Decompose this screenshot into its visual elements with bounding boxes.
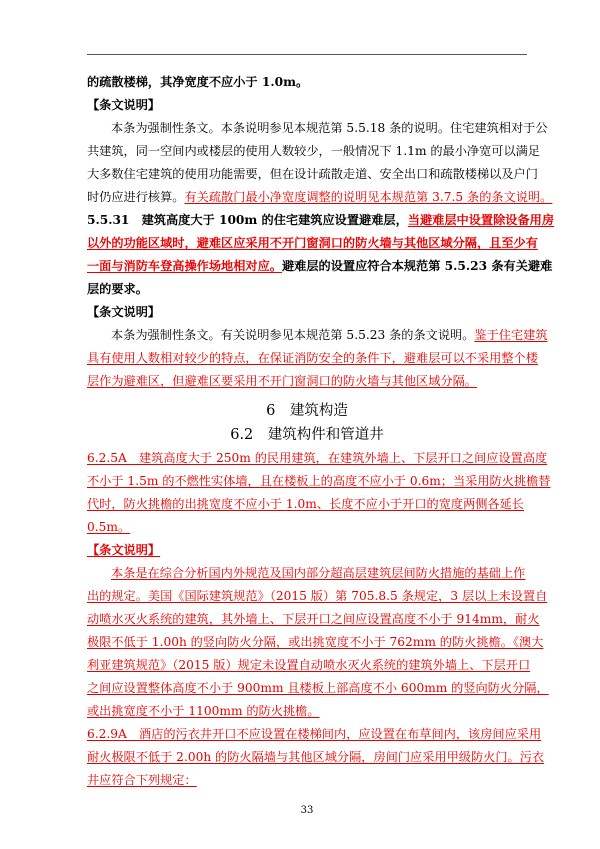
revised-text-line: 具有使用人数相对较少的特点，在保证消防安全的条件下，避难层可以不采用整个楼 [87, 351, 538, 365]
text-line: 大多数住宅建筑的使用功能需要，但在设计疏散走道、安全出口和疏散楼梯以及户门 [87, 167, 538, 181]
text-line: 本条为强制性条文。本条说明参见本规范第 5.5.18 条的说明。住宅建筑相对于公 [111, 121, 548, 135]
revised-text-line: 代时，防火挑檐的出挑宽度不应小于 1.0m、长度不应小于开口的宽度两侧各延长 [87, 497, 524, 511]
revised-text-line: 以外的功能区域时，避难区应采用不开门窗洞口的防火墙与其他区域分隔，且至少有 [87, 236, 538, 250]
section-label: 【条文说明】 [87, 98, 161, 112]
revised-text-line: 不小于 1.5m 的不燃性实体墙，且在楼板上的高度不应小于 0.6m；当采用防火挑檐替 [87, 474, 551, 488]
revised-text-line: 或出挑宽度不小于 1100mm 的防火挑檐。 [87, 704, 320, 718]
revised-text-line: 动喷水灭火系统的建筑，其外墙上、下层开口之间应设置高度不小于 914mm，耐火 [87, 612, 540, 626]
revised-text-line: 井应符合下列规定： [87, 773, 197, 787]
text-line: 的疏散楼梯，其净宽度不应小于 1.0m。 [87, 75, 309, 89]
revised-text-line: 0.5m。 [87, 520, 131, 534]
revised-text-span: 有关疏散门最小净宽度调整的说明见本规范第 3.7.5 条的条文说明。 [184, 190, 553, 204]
page-number: 33 [300, 805, 314, 816]
section-heading: 6.2 建筑构件和管道井 [230, 427, 384, 443]
section-label: 【条文说明】 [87, 543, 161, 557]
clause-5-5-31-line [87, 213, 555, 228]
text-line [87, 259, 553, 274]
revised-text-line: 极限不低于 1.00h 的竖向防火分隔，或出挑宽度不小于 762mm 的防火挑檐。《澳大 [87, 635, 544, 649]
text-span: 5.5.31 建筑高度大于 100m 的住宅建筑应设置避难层， [87, 213, 408, 227]
section-label: 【条文说明】 [87, 305, 161, 319]
revised-text-span: 一面与消防车登高操作场地相对应。 [87, 259, 282, 273]
chapter-heading: 6 建筑构造 [266, 403, 348, 419]
text-span: 避难层的设置应符合本规范第 5.5.23 条有关避难 [282, 259, 553, 273]
header-rule [87, 54, 527, 55]
text-line [111, 328, 548, 343]
revised-text-line: 出的规定。美国《国际建筑规范》（2015 版）第 705.8.5 条规定，3 层以上未设置自 [87, 589, 548, 603]
revised-text-line: 利亚建筑规范》（2015 版）规定未设置自动喷水灭火系统的建筑外墙上、下层开口 [87, 658, 531, 672]
revised-text-line: 6.2.9A 酒店的污衣井开口不应设置在楼梯间内，应设置在布草间内，该房间应采用 [87, 727, 542, 741]
revised-text-line: 耐火极限不低于 2.00h 的防火隔墙与其他区域分隔，房间门应采用甲级防火门。污衣 [87, 750, 545, 764]
revised-text-span: 当避难层中设置除设备用房 [407, 213, 555, 227]
text-span: 本条为强制性条文。有关说明参见本规范第 5.5.23 条的条文说明。 [111, 328, 475, 342]
text-line: 共建筑，同一空间内或楼层的使用人数较少，一般情况下 1.1m 的最小净宽可以满足 [87, 144, 541, 158]
text-line [87, 190, 553, 205]
revised-text-line: 层作为避难区，但避难区要采用不开门窗洞口的防火墙与其他区域分隔。 [87, 374, 477, 388]
revised-text-line: 本条是在综合分析国内外规范及国内部分超高层建筑层间防火措施的基础上作 [111, 566, 526, 580]
revised-text-line: 6.2.5A 建筑高度大于 250m 的民用建筑，在建筑外墙上、下层开口之间应设置高度 [87, 451, 548, 465]
text-line: 层的要求。 [87, 282, 148, 296]
revised-text-line: 之间应设置整体高度不小于 900mm 且楼板上部高度不小 600mm 的竖向防火分隔， [87, 681, 549, 695]
revised-text-span: 鉴于住宅建筑 [474, 328, 548, 342]
text-span: 时仍应进行核算。 [87, 190, 185, 204]
